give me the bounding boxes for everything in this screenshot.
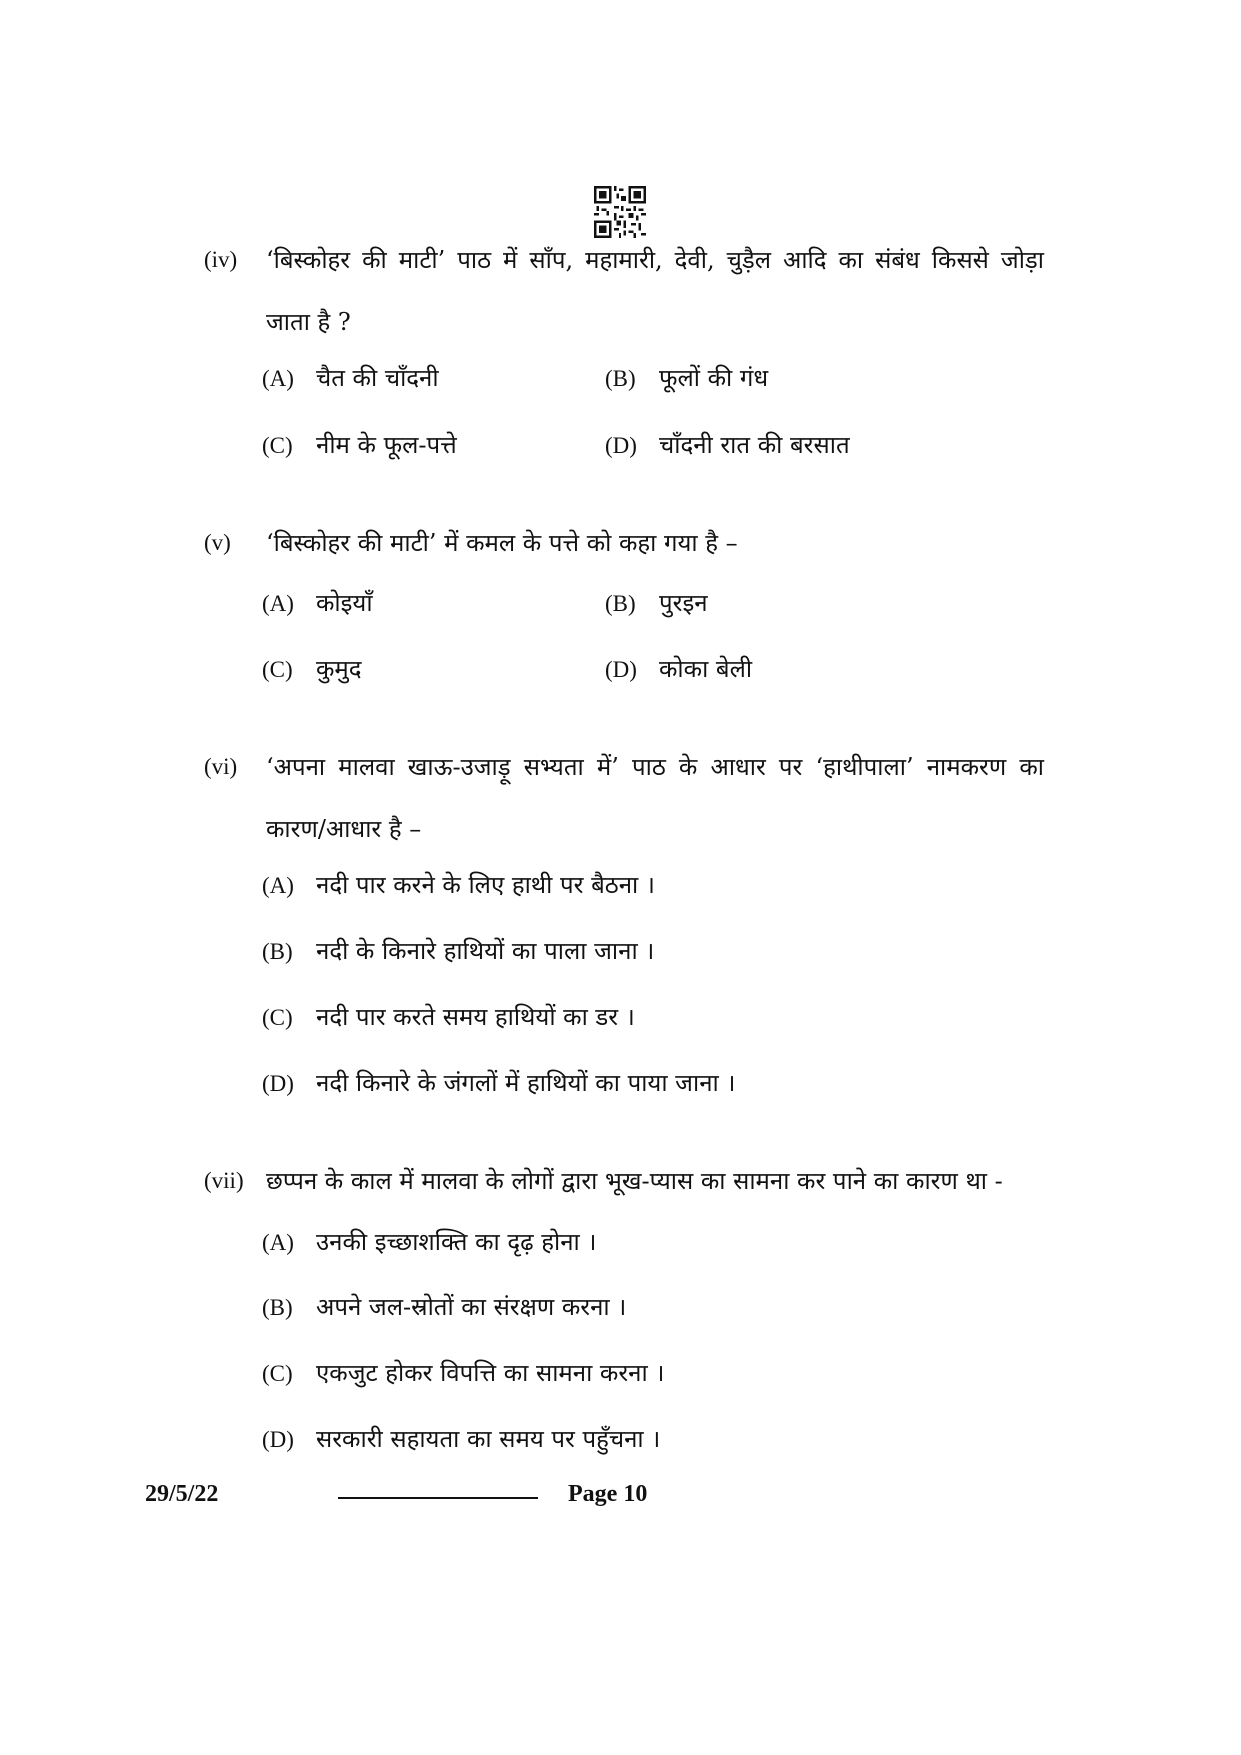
- option-c: [262, 1000, 635, 1033]
- option-c: [262, 428, 457, 461]
- option-text: कोइयाँ: [316, 589, 373, 617]
- option-b: [262, 934, 654, 967]
- question-iv: [204, 229, 1044, 353]
- option-text: पुरइन: [659, 589, 708, 617]
- option-text: कुमुद: [316, 655, 362, 683]
- option-a: [262, 868, 655, 901]
- option-text: कोका बेली: [659, 655, 753, 683]
- question-line: ‘बिस्कोहर की माटी’ में कमल के पत्ते को कहा गया है –: [266, 529, 738, 557]
- option-text: चाँदनी रात की बरसात: [659, 431, 850, 459]
- option-d: [262, 1422, 660, 1455]
- question-number: (v): [204, 530, 231, 555]
- option-label: (B): [262, 1295, 293, 1320]
- option-label: (A): [262, 366, 294, 391]
- option-d: [605, 652, 752, 685]
- option-text: नदी पार करते समय हाथियों का डर ।: [316, 1003, 635, 1031]
- option-label: (C): [262, 657, 293, 682]
- option-text: अपने जल-स्रोतों का संरक्षण करना ।: [316, 1293, 627, 1321]
- option-label: (B): [605, 591, 636, 616]
- option-label: (C): [262, 1361, 293, 1386]
- option-b: [605, 586, 708, 619]
- option-a: [262, 1225, 597, 1258]
- option-d: [605, 428, 850, 461]
- option-label: (C): [262, 433, 293, 458]
- option-b: [262, 1290, 626, 1323]
- option-text: उनकी इच्छाशक्ति का दृढ़ होना ।: [316, 1228, 597, 1256]
- option-text: नदी किनारे के जंगलों में हाथियों का पाया जाना ।: [316, 1069, 736, 1097]
- question-line: जाता है ?: [266, 308, 351, 336]
- option-text: नीम के फूल-पत्ते: [316, 431, 457, 459]
- question-v: [204, 512, 1044, 574]
- question-number: (iv): [204, 247, 238, 272]
- option-text: सरकारी सहायता का समय पर पहुँचना ।: [316, 1425, 661, 1453]
- question-text: [266, 736, 1044, 860]
- question-text: [266, 512, 1044, 574]
- option-text: नदी के किनारे हाथियों का पाला जाना ।: [316, 937, 655, 965]
- option-d: [262, 1066, 735, 1099]
- question-line: छप्पन के काल में मालवा के लोगों द्वारा भूख-प्यास का सामना कर पाने का कारण था -: [266, 1167, 1003, 1195]
- option-label: (C): [262, 1005, 293, 1030]
- option-text: फूलों की गंध: [659, 364, 769, 392]
- option-text: चैत की चाँदनी: [316, 364, 439, 392]
- question-text: [266, 1150, 1044, 1212]
- question-vii: [204, 1150, 1044, 1212]
- page-number: Page 10: [568, 1481, 648, 1507]
- option-text: एकजुट होकर विपत्ति का सामना करना ।: [316, 1359, 665, 1387]
- question-number: (vii): [204, 1168, 244, 1193]
- option-a: [262, 586, 373, 619]
- option-label: (D): [262, 1071, 294, 1096]
- option-text: नदी पार करने के लिए हाथी पर बैठना ।: [316, 871, 655, 899]
- option-b: [605, 361, 768, 394]
- option-label: (D): [262, 1427, 294, 1452]
- option-label: (D): [605, 433, 637, 458]
- option-label: (B): [262, 939, 293, 964]
- question-line: ‘बिस्कोहर की माटी’ पाठ में साँप, महामारी, देवी, चुड़ैल आदि का संबंध किससे जोड़ा: [266, 246, 1044, 274]
- question-number: (vi): [204, 754, 238, 779]
- question-text: [266, 229, 1044, 353]
- option-label: (A): [262, 873, 294, 898]
- question-vi: [204, 736, 1044, 860]
- option-c: [262, 1356, 664, 1389]
- option-a: [262, 361, 439, 394]
- option-label: (B): [605, 366, 636, 391]
- footer-divider: [338, 1497, 538, 1499]
- option-label: (A): [262, 1230, 294, 1255]
- option-c: [262, 652, 362, 685]
- question-line: ‘अपना मालवा खाऊ-उजाड़ू सभ्यता में’ पाठ के आधार पर ‘हाथीपाला’ नामकरण का: [266, 753, 1044, 781]
- question-line: कारण/आधार है –: [266, 815, 422, 843]
- option-label: (A): [262, 591, 294, 616]
- paper-code: 29/5/22: [145, 1481, 219, 1507]
- option-label: (D): [605, 657, 637, 682]
